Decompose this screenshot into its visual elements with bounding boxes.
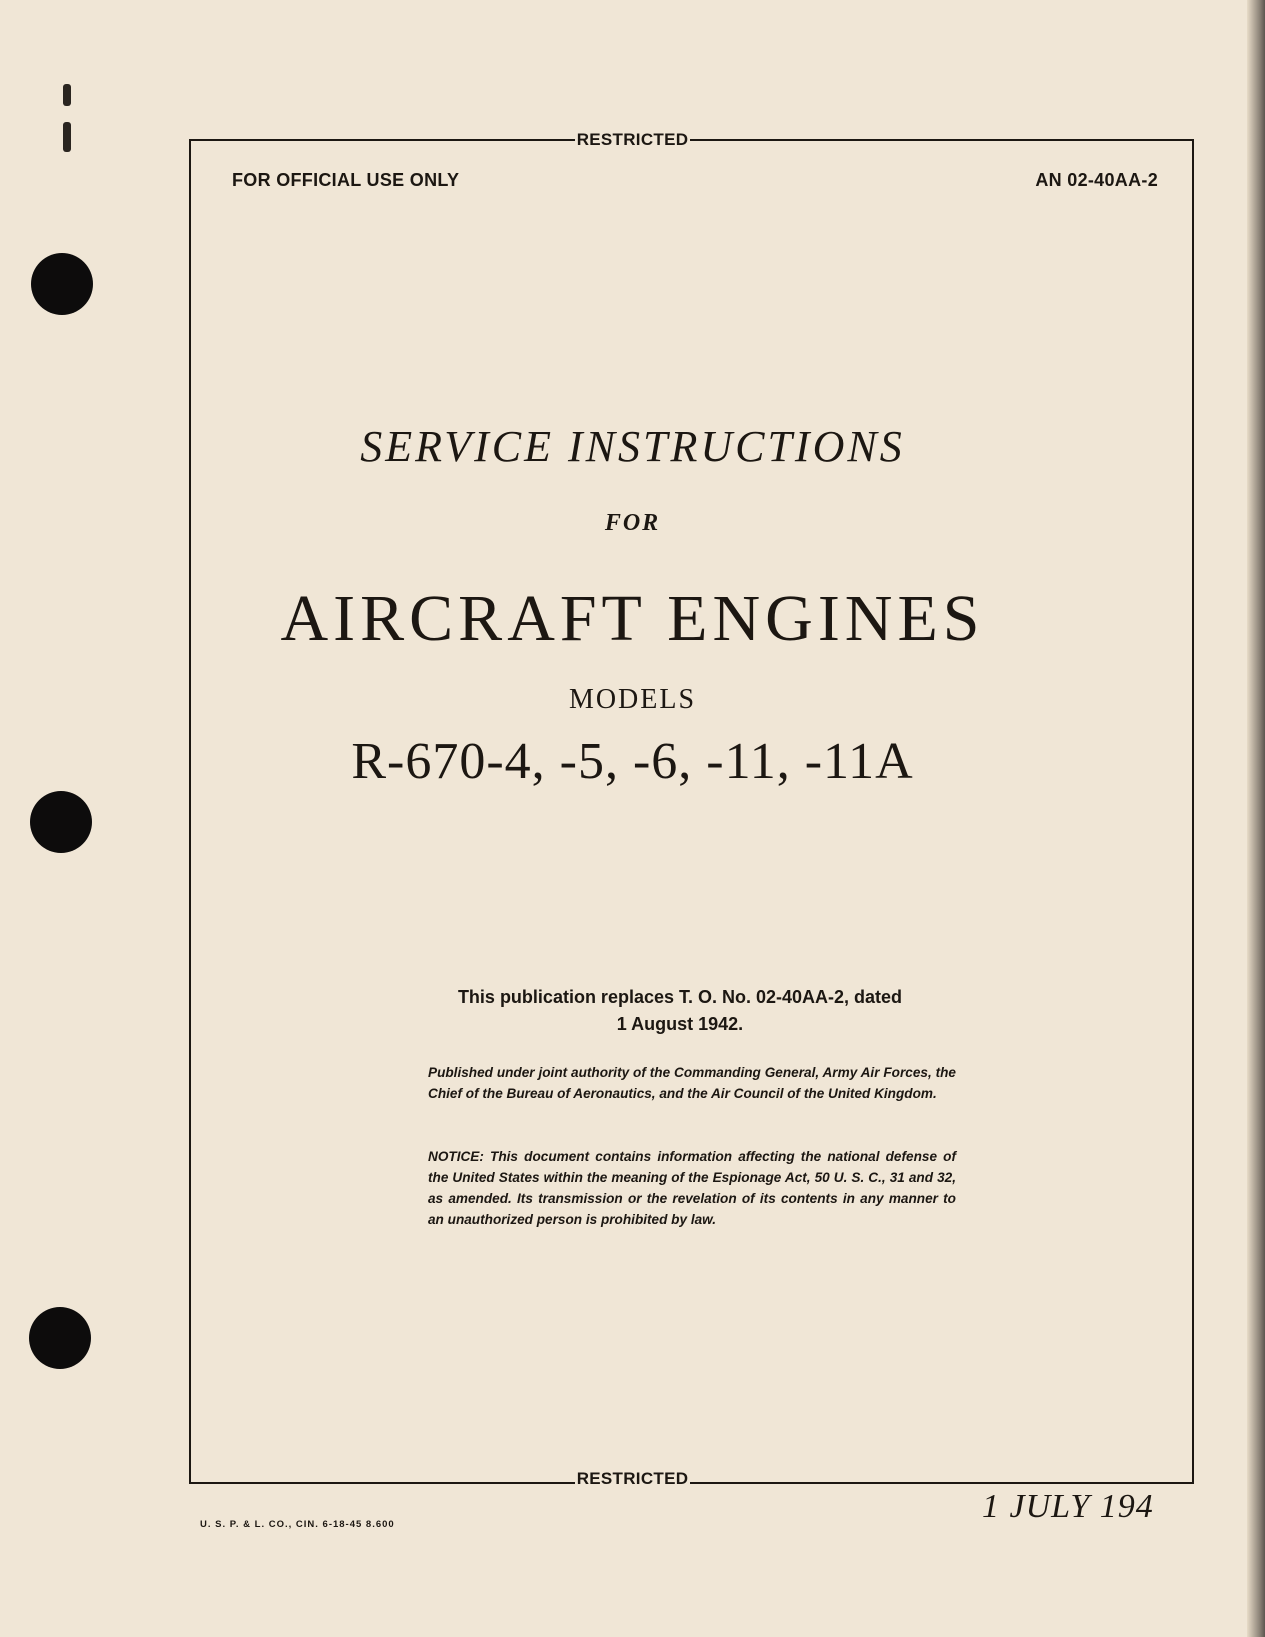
title-for: FOR xyxy=(604,510,661,536)
punch-hole xyxy=(31,253,93,315)
title-service-instructions: SERVICE INSTRUCTIONS xyxy=(360,422,905,471)
models-label: MODELS xyxy=(568,684,697,715)
authority-paragraph: Published under joint authority of the Commanding General, Army Air Forces, the Chief of the Bureau of Aeronautics, and the Air Council of the United Kingdom. xyxy=(428,1065,956,1101)
staple-mark xyxy=(63,84,71,106)
document-border xyxy=(189,139,1194,1484)
replacement-line-2: 1 August 1942. xyxy=(616,1014,744,1034)
replacement-line-1: This publication replaces T. O. No. 02-40AA-2, dated xyxy=(457,987,903,1007)
restricted-label-bottom: RESTRICTED xyxy=(576,1469,689,1488)
punch-hole xyxy=(30,791,92,853)
model-list: R-670-4, -5, -6, -11, -11A xyxy=(351,733,914,790)
publication-date-clip xyxy=(975,1480,1247,1540)
page-edge xyxy=(1247,0,1265,1637)
document-number: AN 02-40AA-2 xyxy=(1035,170,1158,190)
title-aircraft-engines: AIRCRAFT ENGINES xyxy=(280,582,985,655)
punch-hole xyxy=(29,1307,91,1369)
publication-date: 1 JULY 194 xyxy=(982,1488,1154,1525)
replacement-notice xyxy=(380,984,980,1038)
official-use-label: FOR OFFICIAL USE ONLY xyxy=(232,170,460,190)
restricted-label-top: RESTRICTED xyxy=(576,130,689,149)
printer-imprint: U. S. P. & L. CO., CIN. 6-18-45 8.600 xyxy=(200,1519,395,1530)
notice-paragraph: NOTICE: This document contains information affecting the national defense of the United States within the meaning of the Espionage Act, 50 U. S. C., 31 and 32, as amended. Its transmission or the revelation of its contents in any manner to an unauthorized person is prohibited by law. xyxy=(428,1149,956,1227)
